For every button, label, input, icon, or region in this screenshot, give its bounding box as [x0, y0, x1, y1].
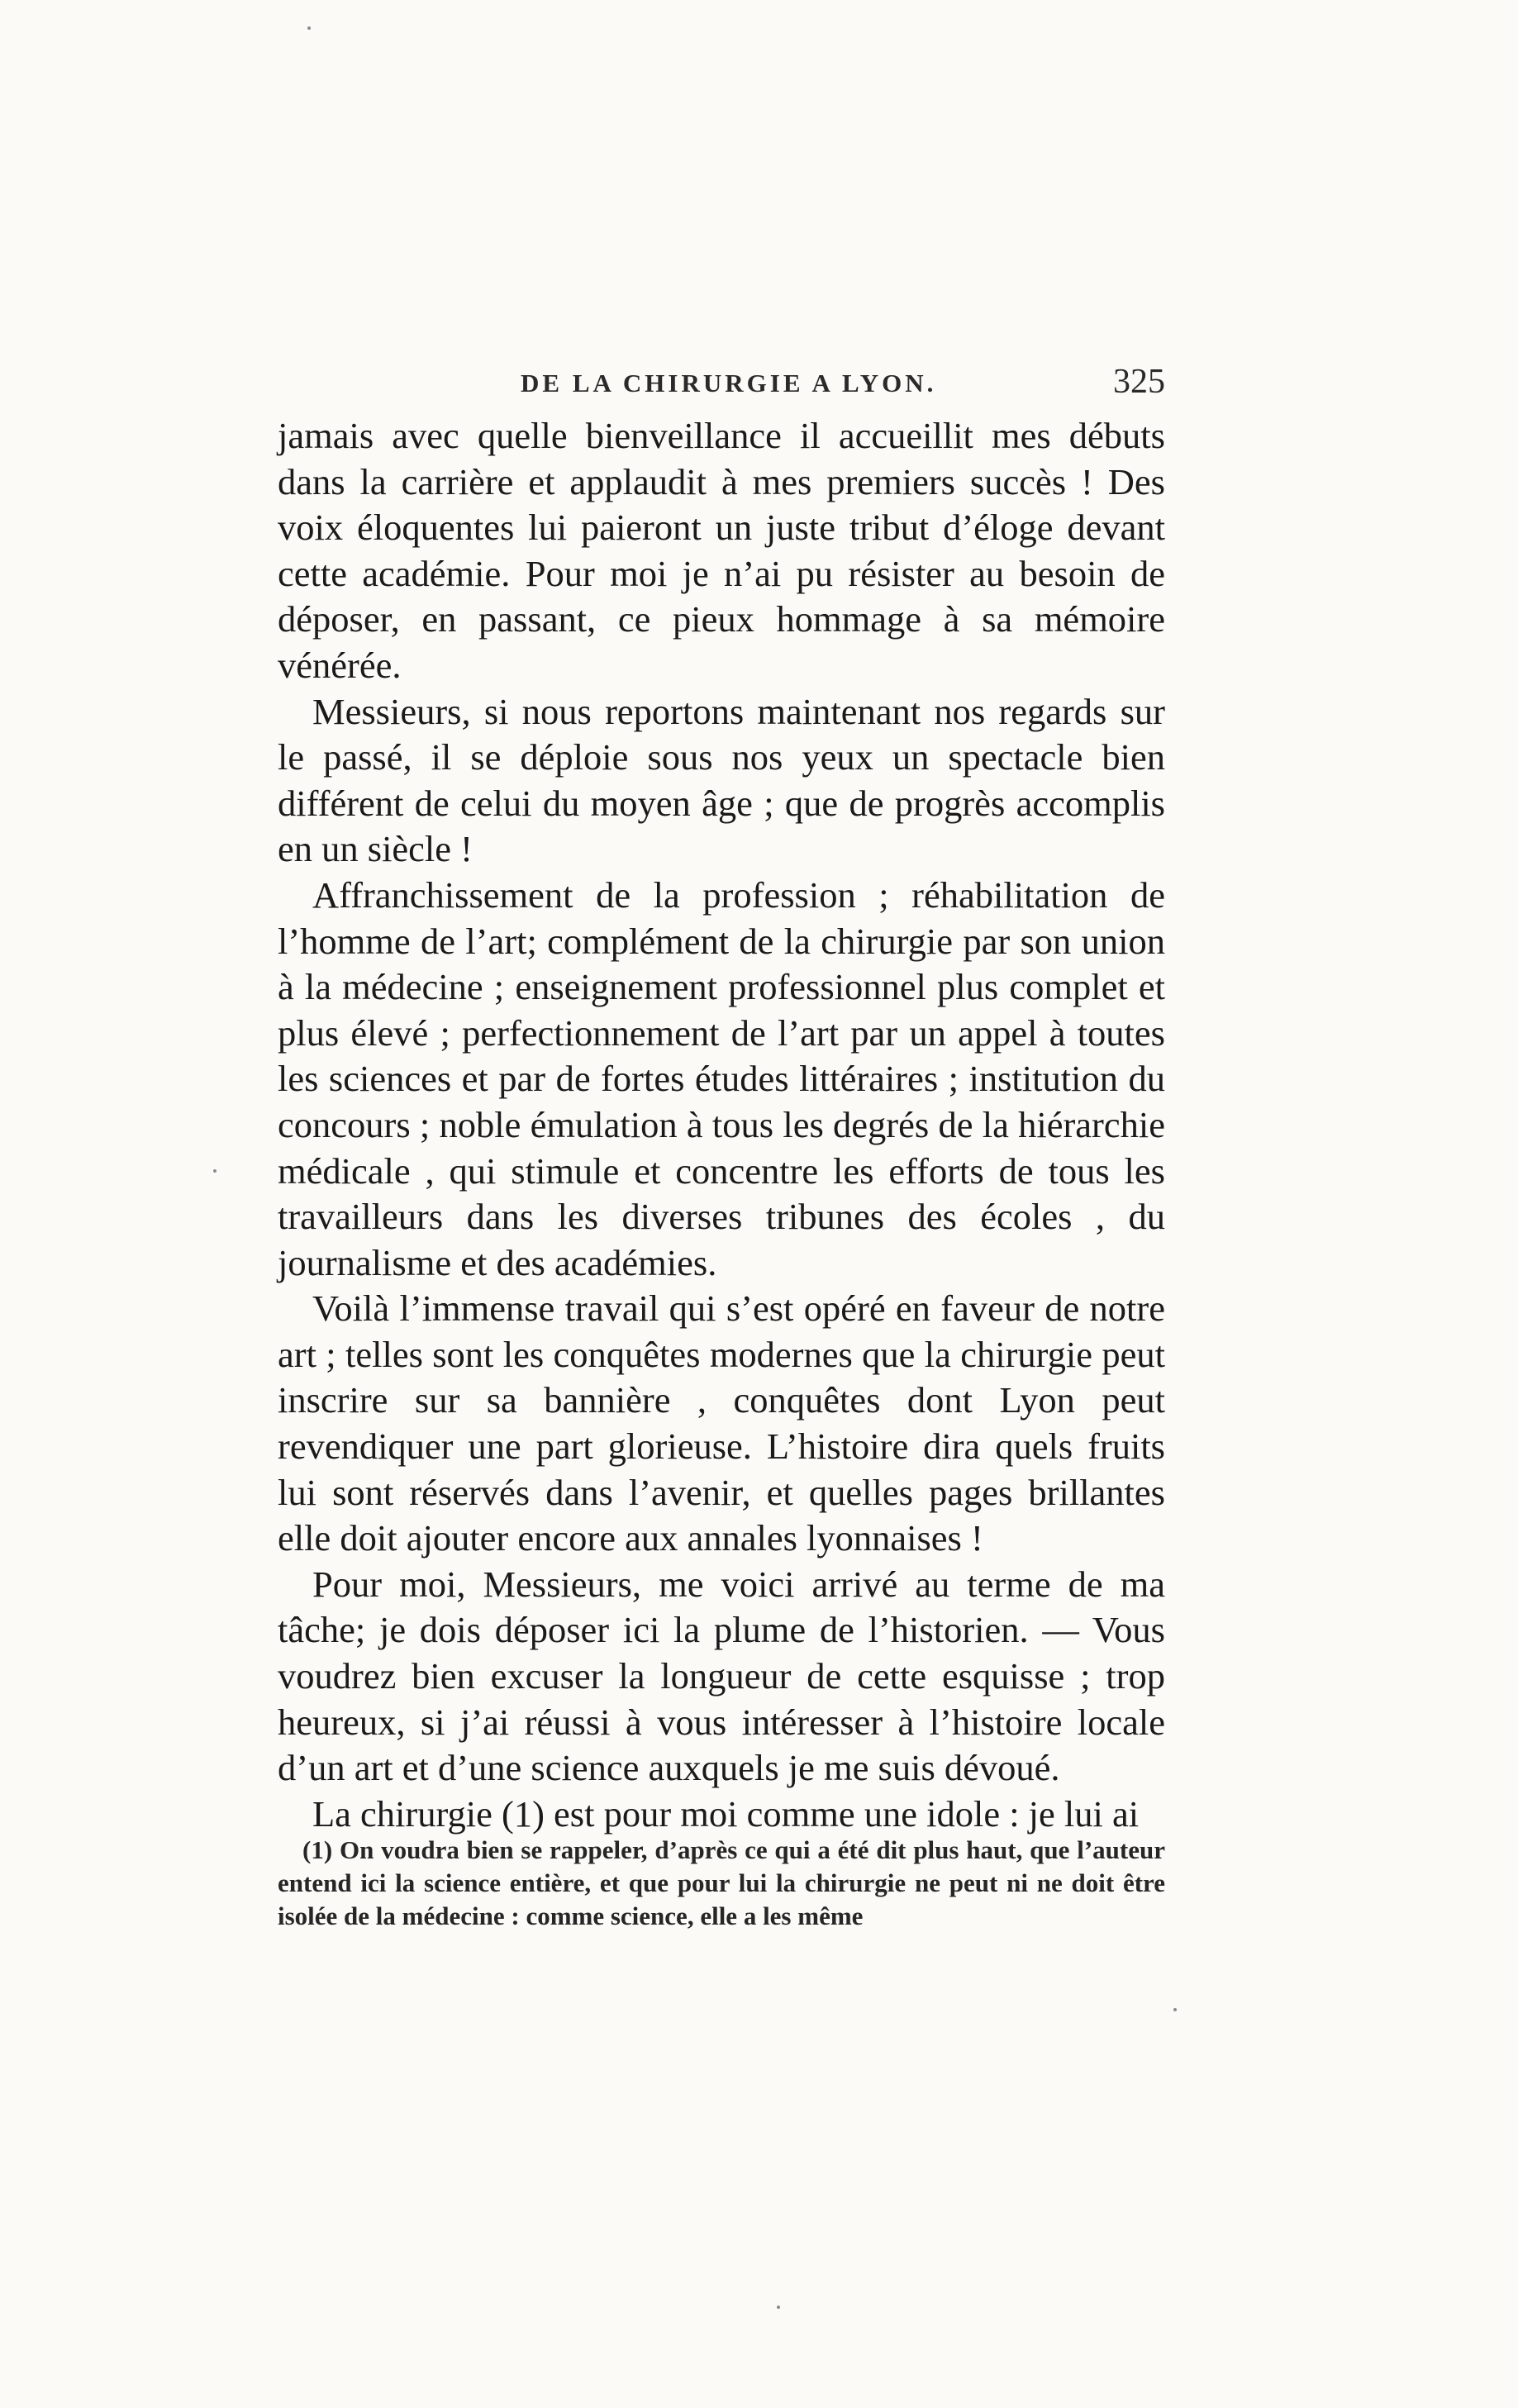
paragraph-2: Messieurs, si nous reportons maintenant nos regards sur le passé, il se déploie sous nos yeux un spectacle bien différent de celui du moyen âge ; que de progrès accomplis en un siècle !: [278, 690, 1165, 870]
paragraph-4: Voilà l’immense travail qui s’est opéré en faveur de notre art ; telles sont les conquêtes modernes que la chirurgie peut inscrire sur sa bannière , conquêtes dont Lyon peut revendiquer une part glorieuse. L’histoire dira quels fruits lui sont réservés dans l’avenir, et quelles pages brillantes elle doit ajouter encore aux annales lyonnaises !: [278, 1287, 1165, 1559]
paragraph-3: Affranchissement de la profession ; réhabilitation de l’homme de l’art; complément de la chirurgie par son union à la médecine ; enseignement professionnel plus complet et plus élevé ; perfectionnement de l’art par un appel à toutes les sciences et par de fortes études littéraires ; institution du concours ; noble émulation à tous les degrés de la hiérarchie médicale , qui stimule et concentre les efforts de tous les travailleurs dans les diverses tribunes des écoles , du journalisme et des académies.: [278, 873, 1165, 1283]
paragraph-1: jamais avec quelle bienveillance il accueillit mes débuts dans la carrière et applaudit à mes premiers succès ! Des voix éloquentes lui paieront un juste tribut d’éloge devant cette académie. Pour moi je n’ai pu résister au besoin de déposer, en passant, ce pieux hommage à sa mémoire vénérée.: [278, 415, 1165, 686]
paper-speck: [777, 2306, 780, 2309]
footnote-text: (1) On voudra bien se rappeler, d’après ce qui a été dit plus haut, que l’auteur entend ici la science entière, et que pour lui la chirurgie ne peut ni ne doit être isolée de la médecine : comme science, elle a les même: [278, 1835, 1165, 1930]
running-title: DE LA CHIRURGIE A LYON.: [521, 369, 937, 397]
paragraph-6: La chirurgie (1) est pour moi comme une idole : je lui ai: [312, 1792, 1140, 1835]
running-head: [278, 362, 1165, 412]
paragraph-5: Pour moi, Messieurs, me voici arrivé au terme de ma tâche; je dois déposer ici la plume de l’historien. — Vous voudrez bien excuser la longueur de cette esquisse ; trop heureux, si j’ai réussi à vous intéresser à l’histoire locale d’un art et d’une science auxquels je me suis dévoué.: [278, 1563, 1165, 1789]
body-text: [278, 413, 1165, 1837]
paper-speck: [213, 1169, 217, 1173]
paper-speck: [307, 26, 311, 30]
footnote: [278, 1834, 1165, 1933]
page-number: 325: [1113, 363, 1165, 401]
paper-speck: [1173, 2008, 1177, 2011]
